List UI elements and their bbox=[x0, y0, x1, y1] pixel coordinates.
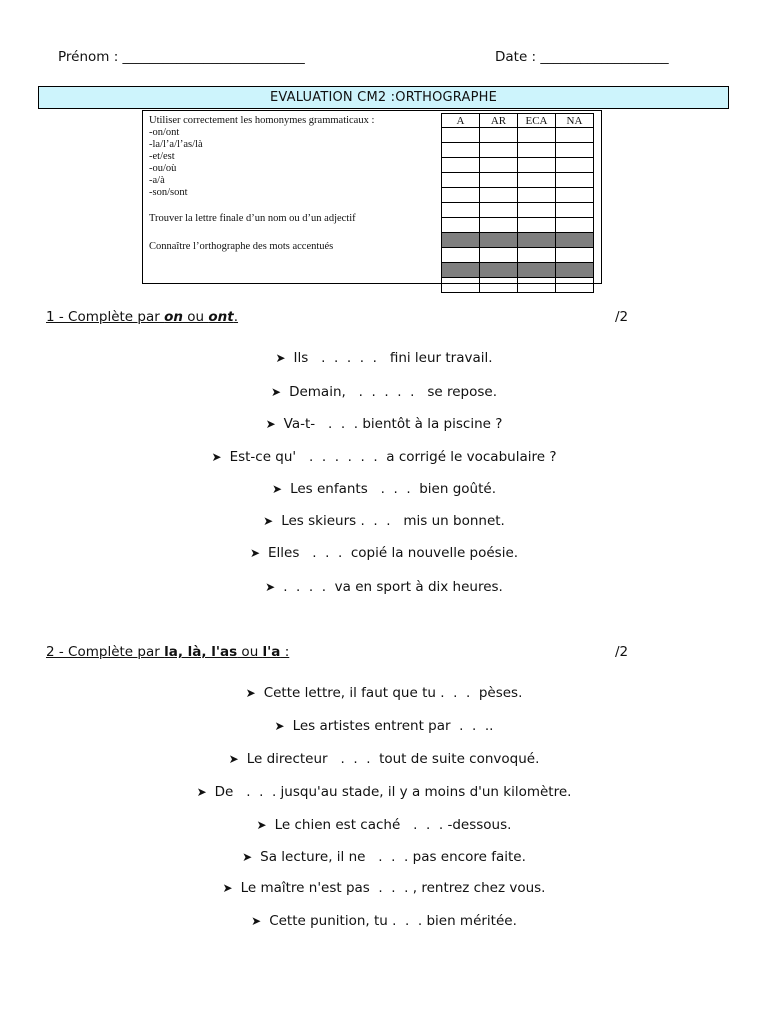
grid-cell[interactable] bbox=[518, 278, 556, 293]
section2-middle: ou bbox=[237, 644, 263, 660]
grid-cell[interactable] bbox=[442, 278, 480, 293]
sentence-text: Ils . . . . . fini leur travail. bbox=[293, 350, 493, 366]
grid-cell[interactable] bbox=[442, 158, 480, 173]
grid-cell-gray bbox=[442, 263, 480, 278]
arrow-bullet-icon: ➤ bbox=[265, 417, 276, 431]
list-item bbox=[0, 579, 768, 595]
grid-cell-gray bbox=[556, 233, 594, 248]
grid-cell[interactable] bbox=[556, 278, 594, 293]
arrow-bullet-icon: ➤ bbox=[265, 580, 276, 594]
grid-cell-gray bbox=[480, 233, 518, 248]
sentence-text: Les artistes entrent par . . .. bbox=[292, 718, 494, 734]
sentence-text: Va-t- . . . bientôt à la piscine ? bbox=[283, 416, 503, 432]
skill-row-spacer bbox=[149, 199, 374, 211]
skill-row: Utiliser correctement les homonymes grammaticaux : bbox=[149, 115, 375, 126]
skill-row: -son/sont bbox=[149, 187, 188, 198]
section2-title bbox=[46, 644, 289, 660]
sentence-text: Le directeur . . . tout de suite convoqué. bbox=[246, 751, 540, 767]
arrow-bullet-icon: ➤ bbox=[263, 514, 274, 528]
sentence-text: Est-ce qu' . . . . . . a corrigé le vocabulaire ? bbox=[229, 449, 557, 465]
list-item bbox=[0, 913, 768, 929]
arrow-bullet-icon: ➤ bbox=[196, 785, 207, 799]
grid-cell[interactable] bbox=[480, 143, 518, 158]
grid-row bbox=[442, 203, 594, 218]
col-ar: AR bbox=[480, 114, 518, 128]
grid-cell[interactable] bbox=[518, 158, 556, 173]
section1-middle: ou bbox=[182, 309, 209, 325]
arrow-bullet-icon: ➤ bbox=[249, 546, 260, 560]
grid-cell[interactable] bbox=[442, 173, 480, 188]
grid-cell-gray bbox=[518, 263, 556, 278]
list-item bbox=[0, 849, 768, 865]
grid-row bbox=[442, 248, 594, 263]
arrow-bullet-icon: ➤ bbox=[245, 686, 256, 700]
grid-cell[interactable] bbox=[518, 188, 556, 203]
evaluation-grid bbox=[441, 113, 594, 293]
col-eca: ECA bbox=[518, 114, 556, 128]
arrow-bullet-icon: ➤ bbox=[275, 351, 286, 365]
section2-suffix: : bbox=[280, 644, 290, 660]
grid-row bbox=[442, 128, 594, 143]
section2-prefix: 2 - Complète par bbox=[46, 644, 165, 660]
prenom-label: Prénom : ___________________________ bbox=[58, 49, 305, 65]
col-a: A bbox=[442, 114, 480, 128]
skill-row: -a/à bbox=[149, 175, 165, 186]
grid-cell[interactable] bbox=[480, 278, 518, 293]
grid-cell[interactable] bbox=[480, 248, 518, 263]
grid-cell[interactable] bbox=[518, 248, 556, 263]
list-item bbox=[0, 784, 768, 800]
skill-row: -la/l’a/l’as/là bbox=[149, 139, 203, 150]
skill-row: -ou/où bbox=[149, 163, 177, 174]
grid-cell[interactable] bbox=[480, 203, 518, 218]
section2-score: /2 bbox=[615, 644, 629, 660]
list-item bbox=[0, 416, 768, 432]
arrow-bullet-icon: ➤ bbox=[242, 850, 253, 864]
list-item bbox=[0, 384, 768, 400]
list-item bbox=[0, 545, 768, 561]
list-item bbox=[0, 751, 768, 767]
sentence-text: Les skieurs . . . mis un bonnet. bbox=[281, 513, 505, 529]
list-item bbox=[0, 718, 768, 734]
grid-cell[interactable] bbox=[442, 203, 480, 218]
skill-row: -et/est bbox=[149, 151, 175, 162]
grid-row bbox=[442, 143, 594, 158]
list-item bbox=[0, 449, 768, 465]
skills-labels bbox=[149, 115, 374, 253]
grid-header bbox=[442, 114, 594, 128]
skill-row: -on/ont bbox=[149, 127, 180, 138]
section1-score: /2 bbox=[615, 309, 629, 325]
grid-cell-gray bbox=[442, 233, 480, 248]
arrow-bullet-icon: ➤ bbox=[272, 482, 283, 496]
section1-suffix: . bbox=[233, 309, 239, 325]
section2-word2: l'a bbox=[262, 644, 281, 660]
grid-cell[interactable] bbox=[556, 143, 594, 158]
skill-row: Trouver la lettre finale d’un nom ou d’un adjectif bbox=[149, 213, 356, 224]
grid-row bbox=[442, 278, 594, 293]
grid-row bbox=[442, 188, 594, 203]
grid-cell[interactable] bbox=[480, 218, 518, 233]
grid-cell[interactable] bbox=[556, 188, 594, 203]
grid-cell-gray bbox=[480, 263, 518, 278]
grid-cell[interactable] bbox=[556, 158, 594, 173]
grid-cell[interactable] bbox=[442, 248, 480, 263]
grid-cell[interactable] bbox=[480, 188, 518, 203]
sentence-text: De . . . jusqu'au stade, il y a moins d'un kilomètre. bbox=[214, 784, 572, 800]
grid-cell-gray bbox=[518, 233, 556, 248]
list-item bbox=[0, 350, 768, 366]
grid-cell[interactable] bbox=[480, 158, 518, 173]
grid-cell[interactable] bbox=[442, 143, 480, 158]
grid-row bbox=[442, 218, 594, 233]
grid-cell[interactable] bbox=[518, 128, 556, 143]
grid-cell[interactable] bbox=[556, 173, 594, 188]
section1-prefix: 1 - Complète par bbox=[46, 309, 165, 325]
sentence-text: Les enfants . . . bien goûté. bbox=[290, 481, 496, 497]
sentence-text: Cette lettre, il faut que tu . . . pèses. bbox=[263, 685, 523, 701]
sentence-text: Demain, . . . . . se repose. bbox=[289, 384, 497, 400]
arrow-bullet-icon: ➤ bbox=[256, 818, 267, 832]
section1-word1: on bbox=[164, 309, 183, 325]
list-item bbox=[0, 685, 768, 701]
grid-row-gray bbox=[442, 233, 594, 248]
sentence-text: Elles . . . copié la nouvelle poésie. bbox=[268, 545, 519, 561]
grid-row-gray bbox=[442, 263, 594, 278]
grid-cell[interactable] bbox=[556, 218, 594, 233]
grid-cell[interactable] bbox=[480, 128, 518, 143]
grid-cell[interactable] bbox=[556, 128, 594, 143]
col-na: NA bbox=[556, 114, 594, 128]
page-title: EVALUATION CM2 :ORTHOGRAPHE bbox=[38, 86, 729, 109]
date-label: Date : ___________________ bbox=[495, 49, 669, 65]
grid-cell[interactable] bbox=[518, 173, 556, 188]
arrow-bullet-icon: ➤ bbox=[211, 450, 222, 464]
sentence-text: . . . . va en sport à dix heures. bbox=[283, 579, 503, 595]
arrow-bullet-icon: ➤ bbox=[271, 385, 282, 399]
skill-row: Connaître l’orthographe des mots accentués bbox=[149, 241, 334, 252]
grid-row bbox=[442, 158, 594, 173]
section2-words: la, là, l'as bbox=[164, 644, 238, 660]
sentence-text: Cette punition, tu . . . bien méritée. bbox=[269, 913, 517, 929]
grid-cell[interactable] bbox=[480, 173, 518, 188]
grid-cell[interactable] bbox=[556, 248, 594, 263]
grid-cell[interactable] bbox=[442, 218, 480, 233]
grid-cell[interactable] bbox=[442, 128, 480, 143]
list-item bbox=[0, 481, 768, 497]
sentence-text: Sa lecture, il ne . . . pas encore faite. bbox=[260, 849, 526, 865]
grid-cell[interactable] bbox=[518, 203, 556, 218]
grid-cell[interactable] bbox=[518, 218, 556, 233]
arrow-bullet-icon: ➤ bbox=[222, 881, 233, 895]
arrow-bullet-icon: ➤ bbox=[228, 752, 239, 766]
section1-title bbox=[46, 309, 238, 325]
grid-row bbox=[442, 173, 594, 188]
skill-row-spacer bbox=[149, 225, 374, 241]
section1-word2: ont bbox=[208, 309, 234, 325]
grid-cell[interactable] bbox=[556, 203, 594, 218]
grid-cell[interactable] bbox=[518, 143, 556, 158]
list-item bbox=[0, 513, 768, 529]
sentence-text: Le maître n'est pas . . . , rentrez chez vous. bbox=[240, 880, 546, 896]
list-item bbox=[0, 880, 768, 896]
sentence-text: Le chien est caché . . . -dessous. bbox=[274, 817, 512, 833]
arrow-bullet-icon: ➤ bbox=[251, 914, 262, 928]
arrow-bullet-icon: ➤ bbox=[274, 719, 285, 733]
list-item bbox=[0, 817, 768, 833]
grid-cell[interactable] bbox=[442, 188, 480, 203]
grid-cell-gray bbox=[556, 263, 594, 278]
